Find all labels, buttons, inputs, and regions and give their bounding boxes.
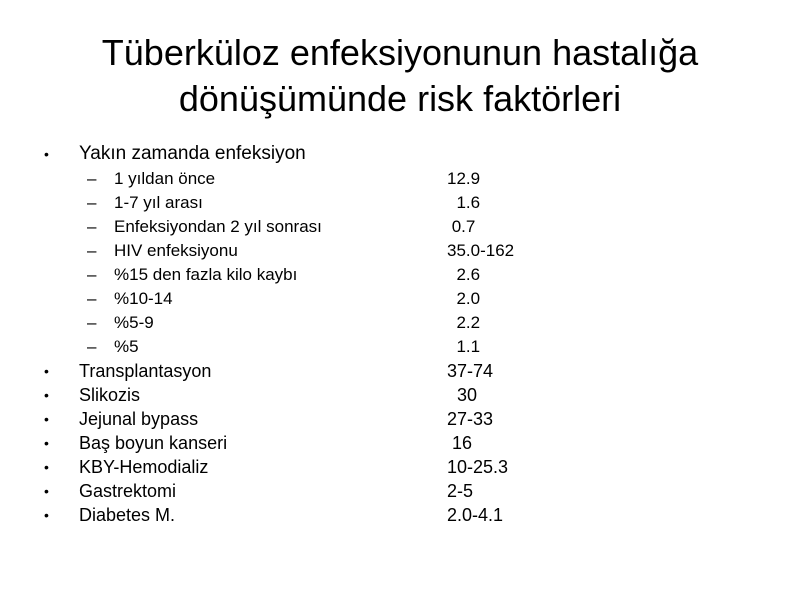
item-value: 27-33: [447, 409, 494, 429]
item-value: 2-5: [447, 481, 474, 501]
slide-title: [0, 30, 800, 122]
dash-icon: –: [87, 169, 97, 188]
list-item: [0, 455, 800, 479]
item-label: Slikozis: [79, 385, 141, 405]
item-label: Jejunal bypass: [79, 409, 199, 429]
item-value: 12.9: [447, 169, 481, 188]
bullet-icon: •: [44, 435, 49, 451]
item-value: 16: [447, 433, 473, 453]
list-item: [0, 479, 800, 503]
risk-factor-list: [0, 141, 800, 527]
title-line-2: dönüşümünde risk faktörleri: [178, 78, 622, 119]
list-item: [0, 407, 800, 431]
item-label: %5: [114, 337, 139, 356]
sub-list-item: [0, 215, 800, 239]
dash-icon: –: [87, 313, 97, 332]
item-value: 30: [447, 385, 478, 405]
list-item-recent-infection: [0, 141, 800, 167]
item-value: 2.6: [447, 265, 481, 284]
list-item: [0, 503, 800, 527]
item-label: KBY-Hemodializ: [79, 457, 209, 477]
bullet-icon: •: [44, 483, 49, 499]
dash-icon: –: [87, 193, 97, 212]
bullet-icon: •: [44, 459, 49, 475]
list-item: [0, 383, 800, 407]
bullet-icon: •: [44, 411, 49, 427]
item-label: 1 yıldan önce: [114, 169, 216, 188]
item-label: Baş boyun kanseri: [79, 433, 228, 453]
bullet-icon: •: [44, 387, 49, 403]
item-value: 1.1: [447, 337, 481, 356]
item-value: 35.0-162: [447, 241, 515, 260]
item-value: 2.0-4.1: [447, 505, 504, 525]
item-label: Gastrektomi: [79, 481, 177, 501]
dash-icon: –: [87, 217, 97, 236]
item-label: %10-14: [114, 289, 173, 308]
item-label: Enfeksiyondan 2 yıl sonrası: [114, 217, 322, 236]
list-item: [0, 431, 800, 455]
sub-item-list: [0, 167, 800, 359]
dash-icon: –: [87, 289, 97, 308]
title-line-1: Tüberküloz enfeksiyonunun hastalığa: [101, 32, 699, 73]
item-value: 2.2: [447, 313, 481, 332]
item-value: 0.7: [447, 217, 476, 236]
bullet-icon: •: [44, 146, 49, 162]
dash-icon: –: [87, 337, 97, 356]
dash-icon: –: [87, 241, 97, 260]
list-item: [0, 359, 800, 383]
sub-list-item: [0, 287, 800, 311]
sub-list-item: [0, 167, 800, 191]
item-label: %5-9: [114, 313, 154, 332]
item-label: Yakın zamanda enfeksiyon: [79, 143, 306, 164]
dash-icon: –: [87, 265, 97, 284]
bullet-icon: •: [44, 363, 49, 379]
item-label: %15 den fazla kilo kaybı: [114, 265, 298, 284]
item-value: 1.6: [447, 193, 481, 212]
item-value: 10-25.3: [447, 457, 509, 477]
item-label: Diabetes M.: [79, 505, 176, 525]
sub-list-item: [0, 191, 800, 215]
sub-list-item: [0, 335, 800, 359]
sub-list-item: [0, 239, 800, 263]
item-value: 2.0: [447, 289, 481, 308]
sub-list-item: [0, 311, 800, 335]
main-item-list: [0, 359, 800, 527]
item-value: 37-74: [447, 361, 494, 381]
item-label: HIV enfeksiyonu: [114, 241, 238, 260]
sub-list-item: [0, 263, 800, 287]
item-label: 1-7 yıl arası: [114, 193, 203, 212]
item-label: Transplantasyon: [79, 361, 212, 381]
bullet-icon: •: [44, 507, 49, 523]
